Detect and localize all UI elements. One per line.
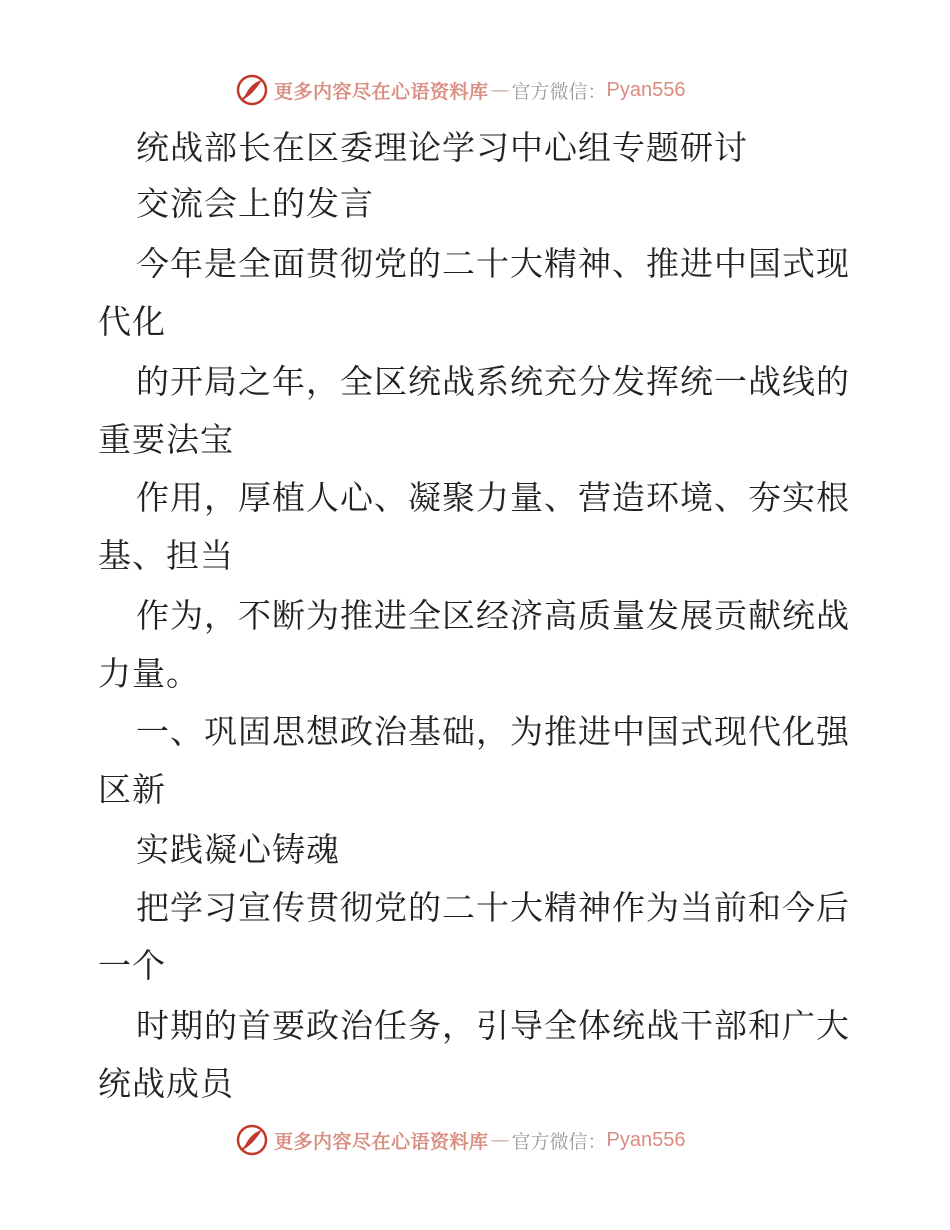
document-title-line-2: 交流会上的发言: [136, 184, 374, 223]
paragraph-line: 力量。: [98, 654, 200, 693]
document-title-line-1: 统战部长在区委理论学习中心组专题研讨: [136, 128, 748, 167]
watermark-dash: —: [490, 79, 510, 101]
paragraph-line: 把学习宣传贯彻党的二十大精神作为当前和今后: [136, 888, 850, 927]
watermark-dash: —: [490, 1129, 510, 1151]
watermark-footer: [236, 1122, 686, 1158]
section-heading-line: 一、巩固思想政治基础，为推进中国式现代化强: [136, 712, 850, 751]
watermark-label: 官方微信：: [511, 80, 607, 103]
paragraph-line: 作为，不断为推进全区经济高质量发展贡献统战: [136, 596, 850, 635]
watermark-header: [236, 72, 686, 108]
paragraph-line: 重要法宝: [98, 420, 234, 459]
watermark-id: Pyan556: [606, 1128, 686, 1151]
paragraph-line: 今年是全面贯彻党的二十大精神、推进中国式现: [136, 244, 850, 283]
quill-logo-icon: [236, 74, 268, 106]
section-heading-line: 区新: [98, 770, 166, 809]
paragraph-line: 时期的首要政治任务，引导全体统战干部和广大: [136, 1006, 850, 1045]
paragraph-line: 统战成员: [98, 1064, 234, 1103]
watermark-id: Pyan556: [606, 78, 686, 101]
section-heading-line: 实践凝心铸魂: [136, 830, 340, 869]
watermark-label: 官方微信：: [511, 1130, 607, 1153]
quill-logo-icon: [236, 1124, 268, 1156]
paragraph-line: 作用，厚植人心、凝聚力量、营造环境、夯实根: [136, 478, 850, 517]
watermark-slogan: 更多内容尽在心语资料库: [274, 80, 489, 103]
watermark-slogan: 更多内容尽在心语资料库: [274, 1130, 489, 1153]
paragraph-line: 的开局之年，全区统战系统充分发挥统一战线的: [136, 362, 850, 401]
paragraph-line: 基、担当: [98, 536, 234, 575]
paragraph-line: 代化: [98, 302, 166, 341]
paragraph-line: 一个: [98, 946, 166, 985]
